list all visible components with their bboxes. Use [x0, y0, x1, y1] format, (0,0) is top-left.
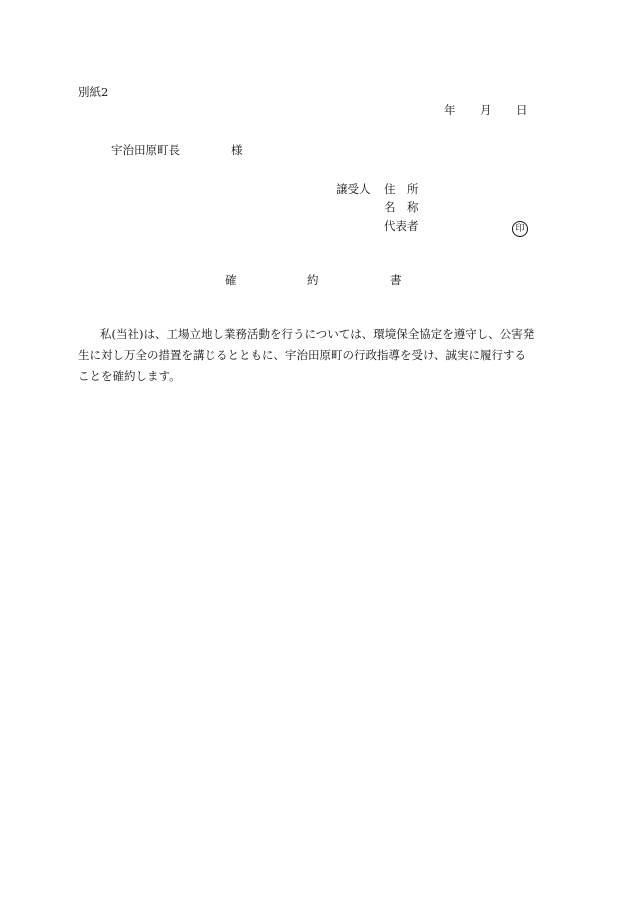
addressee-honorific: 様 — [231, 143, 243, 157]
attachment-label: 別紙2 — [78, 85, 109, 99]
body-line-3: ことを確約します。 — [78, 369, 181, 383]
date-year: 年 — [444, 103, 456, 117]
transferee-role: 譲受人 — [336, 182, 371, 196]
title-char-1: 確 — [225, 273, 237, 287]
body-line-2: 生に対し万全の措置を講じるとともに、宇治田原町の行政指導を受け、誠実に履行する — [78, 348, 527, 362]
title-char-2: 約 — [307, 273, 319, 287]
body-text — [78, 324, 538, 387]
title-char-3: 書 — [390, 273, 402, 287]
seal-mark — [512, 219, 528, 237]
address-label: 住 所 — [384, 182, 419, 196]
body-line-1: 私(当社)は、工場立地し業務活動を行うについては、環境保全協定を遵守し、公害発 — [100, 327, 535, 341]
seal-icon: 印 — [512, 221, 528, 237]
name-label: 名 称 — [384, 200, 419, 214]
date-month: 月 — [480, 103, 492, 117]
date-day: 日 — [516, 103, 528, 117]
representative-label: 代表者 — [384, 219, 419, 233]
addressee-name: 宇治田原町長 — [111, 143, 180, 157]
